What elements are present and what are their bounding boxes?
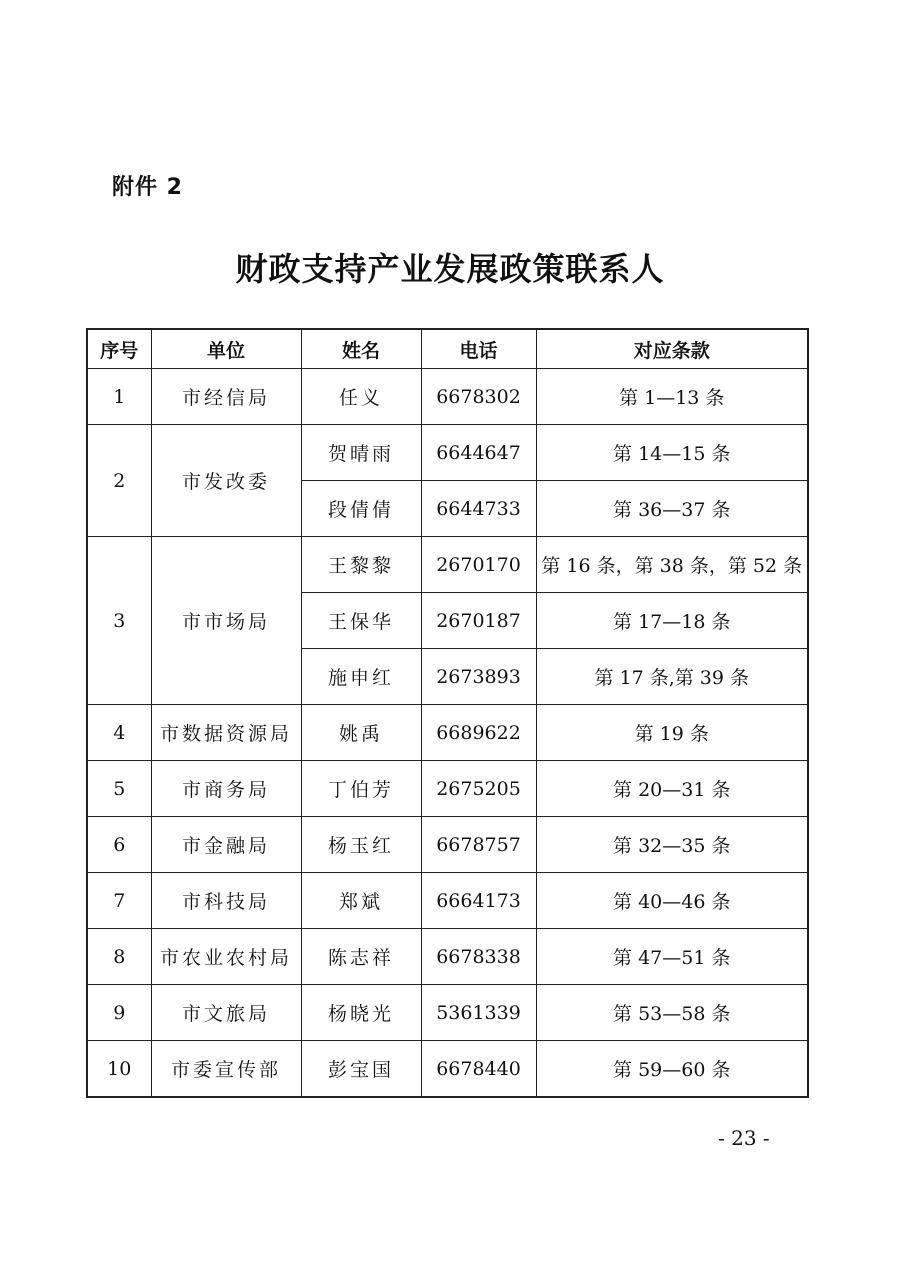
table-row	[87, 537, 808, 593]
clause-cell: 第 19 条	[536, 705, 808, 761]
unit-cell: 市发改委	[151, 425, 301, 537]
phone-cell: 6644647	[421, 425, 536, 481]
phone-cell: 6678440	[421, 1041, 536, 1098]
clause-cell: 第 20—31 条	[536, 761, 808, 817]
row-index-cell: 9	[87, 985, 151, 1041]
clause-cell: 第 17 条,第 39 条	[536, 649, 808, 705]
phone-cell: 6689622	[421, 705, 536, 761]
table-row	[87, 369, 808, 425]
unit-cell: 市文旅局	[151, 985, 301, 1041]
attachment-label: 附件 2	[112, 175, 183, 200]
table-body	[87, 369, 808, 1098]
table-row	[87, 761, 808, 817]
clause-cell: 第 32—35 条	[536, 817, 808, 873]
row-index-cell: 10	[87, 1041, 151, 1098]
header-name: 姓名	[301, 329, 421, 369]
contact-name-cell: 彭宝国	[301, 1041, 421, 1098]
clause-cell: 第 1—13 条	[536, 369, 808, 425]
unit-cell: 市商务局	[151, 761, 301, 817]
unit-cell: 市金融局	[151, 817, 301, 873]
row-index-cell: 5	[87, 761, 151, 817]
table-header-row	[87, 329, 808, 369]
contact-name-cell: 杨晓光	[301, 985, 421, 1041]
unit-cell: 市委宣传部	[151, 1041, 301, 1098]
table-row	[87, 873, 808, 929]
row-index-cell: 6	[87, 817, 151, 873]
phone-cell: 6664173	[421, 873, 536, 929]
page-number: - 23 -	[718, 1126, 770, 1150]
contact-name-cell: 王保华	[301, 593, 421, 649]
clause-cell: 第 17—18 条	[536, 593, 808, 649]
row-index-cell: 8	[87, 929, 151, 985]
contact-name-cell: 杨玉红	[301, 817, 421, 873]
table-row	[87, 817, 808, 873]
clause-cell: 第 53—58 条	[536, 985, 808, 1041]
table-row	[87, 425, 808, 481]
contact-name-cell: 贺晴雨	[301, 425, 421, 481]
phone-cell: 6678757	[421, 817, 536, 873]
header-unit: 单位	[151, 329, 301, 369]
table-row	[87, 705, 808, 761]
clause-cell: 第 16 条，第 38 条，第 52 条	[536, 537, 808, 593]
header-clause: 对应条款	[536, 329, 808, 369]
clause-cell: 第 36—37 条	[536, 481, 808, 537]
unit-cell: 市数据资源局	[151, 705, 301, 761]
row-index-cell: 3	[87, 537, 151, 705]
clause-cell: 第 40—46 条	[536, 873, 808, 929]
contact-name-cell: 段倩倩	[301, 481, 421, 537]
phone-cell: 2670187	[421, 593, 536, 649]
phone-cell: 5361339	[421, 985, 536, 1041]
clause-cell: 第 14—15 条	[536, 425, 808, 481]
header-index: 序号	[87, 329, 151, 369]
unit-cell: 市市场局	[151, 537, 301, 705]
unit-cell: 市科技局	[151, 873, 301, 929]
phone-cell: 6644733	[421, 481, 536, 537]
phone-cell: 6678302	[421, 369, 536, 425]
row-index-cell: 4	[87, 705, 151, 761]
phone-cell: 6678338	[421, 929, 536, 985]
clause-cell: 第 59—60 条	[536, 1041, 808, 1098]
table-row	[87, 929, 808, 985]
clause-cell: 第 47—51 条	[536, 929, 808, 985]
phone-cell: 2675205	[421, 761, 536, 817]
contact-name-cell: 施申红	[301, 649, 421, 705]
row-index-cell: 1	[87, 369, 151, 425]
contact-name-cell: 郑斌	[301, 873, 421, 929]
table-row	[87, 985, 808, 1041]
contact-name-cell: 姚禹	[301, 705, 421, 761]
row-index-cell: 7	[87, 873, 151, 929]
phone-cell: 2673893	[421, 649, 536, 705]
unit-cell: 市经信局	[151, 369, 301, 425]
contact-table	[86, 328, 809, 1098]
contact-name-cell: 丁伯芳	[301, 761, 421, 817]
unit-cell: 市农业农村局	[151, 929, 301, 985]
phone-cell: 2670170	[421, 537, 536, 593]
table-row	[87, 1041, 808, 1098]
contact-name-cell: 任义	[301, 369, 421, 425]
contact-name-cell: 王黎黎	[301, 537, 421, 593]
document-title: 财政支持产业发展政策联系人	[235, 250, 665, 288]
header-phone: 电话	[421, 329, 536, 369]
row-index-cell: 2	[87, 425, 151, 537]
contact-name-cell: 陈志祥	[301, 929, 421, 985]
